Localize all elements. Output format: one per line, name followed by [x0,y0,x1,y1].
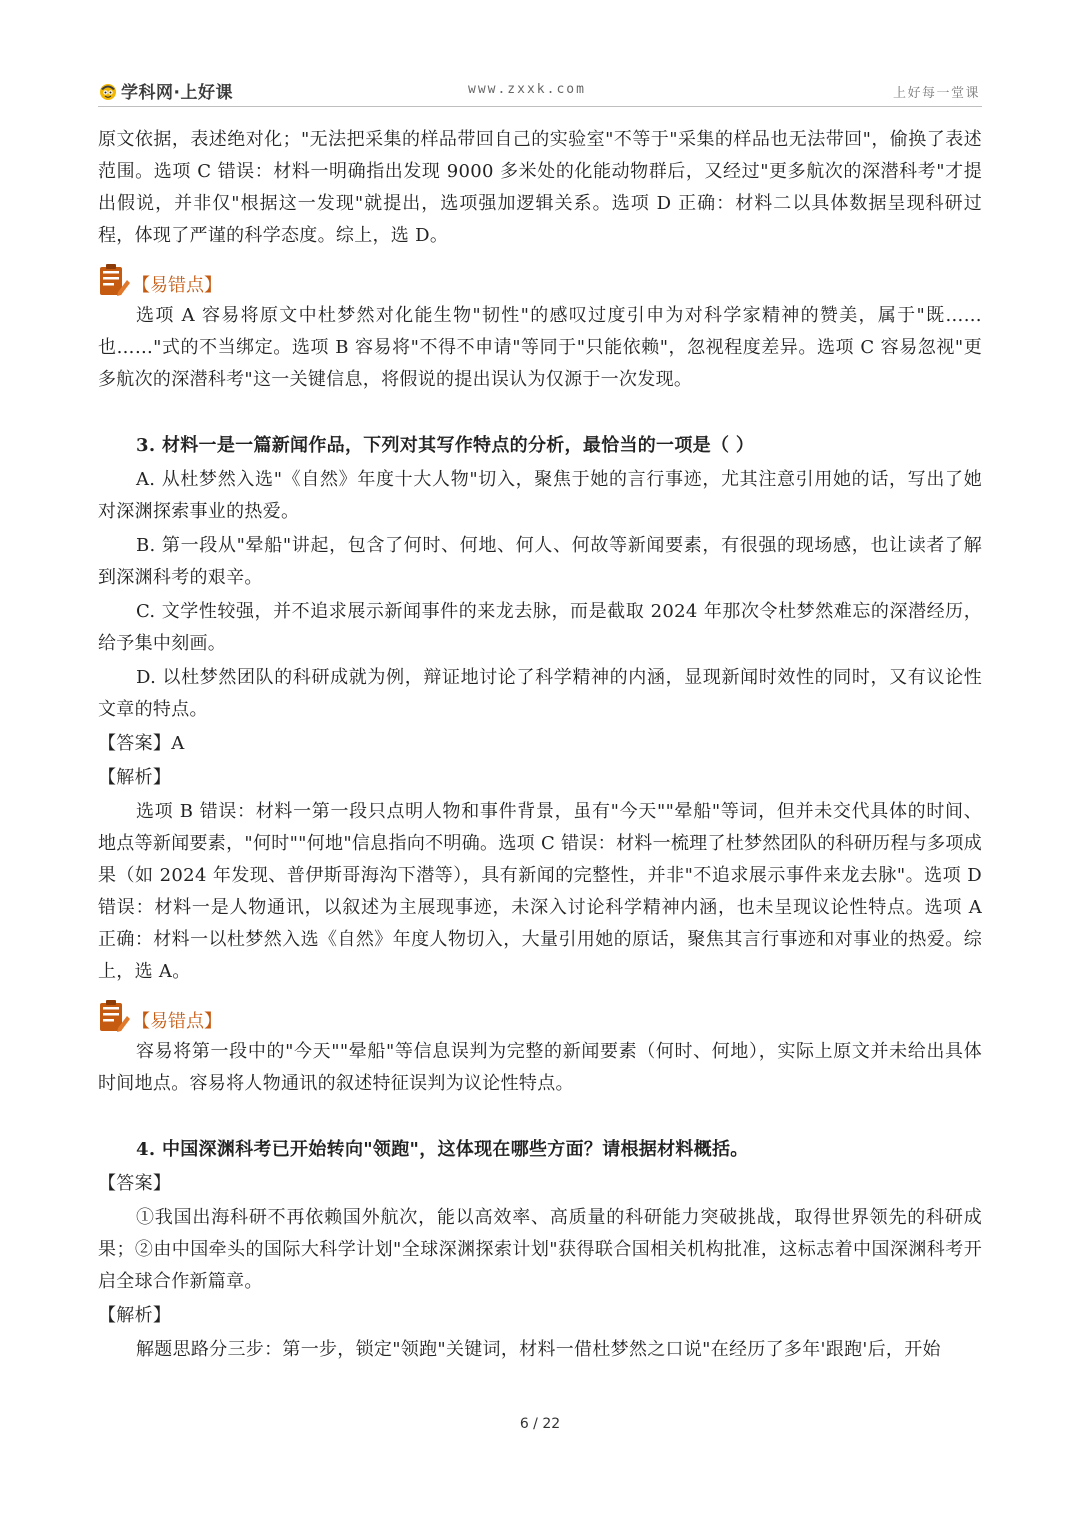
mistake-text: 选项 A 容易将原文中杜梦然对化能生物"韧性"的感叹过度引申为对科学家精神的赞美，属于"既……也……"式的不当绑定。选项 B 容易将"不得不申请"等同于"只能依赖"，忽视程度差异。选项 C 容易忽视"更多航次的深潜科考"这一关键信息，将假说的提出误认为仅源于一次发现。 [98,305,982,390]
mistake-label: 【易错点】 [132,275,222,296]
question-3-option-c: C. 文学性较强，并不追求展示新闻事件的来龙去脉，而是截取 2024 年那次令杜梦然难忘的深潜经历，给予集中刻画。 [98,601,982,654]
page-number: 6 / 22 [519,1416,561,1432]
question-3-title: 3. 材料一是一篇新闻作品，下列对其写作特点的分析，最恰当的一项是（ ） [136,435,755,456]
site-logo [98,78,233,103]
mistake-heading [98,994,982,1034]
mistake-label: 【易错点】 [132,1011,222,1032]
site-url[interactable]: www.zxxk.com [468,82,586,97]
question-3-answer: 【答案】A [98,733,185,754]
mascot-logo-icon [98,81,118,101]
question-3-option-b: B. 第一段从"晕船"讲起，包含了何时、何地、何人、何故等新闻要素，有很强的现场感，也让读者了解到深渊科考的艰辛。 [98,535,982,588]
page-header [98,76,982,107]
question-3-analysis: 选项 B 错误：材料一第一段只点明人物和事件背景，虽有"今天""晕船"等词，但并未交代具体的时间、地点等新闻要素，"何时""何地"信息指向不明确。选项 C 错误：材料一梳理了杜梦然团队的科研历程与多项成果（如 2024 年发现、普伊斯哥海沟下潜等），具有新闻的完整性，并非"不追求展示事件来龙去脉"。选项 D 错误：材料一是人物通讯，以叙述为主展现事迹，未深入讨论科学精神内涵，也未呈现议论性特点。选项 A 正确：材料一以杜梦然入选《自然》年度人物切入，大量引用她的原话，聚焦其言行事迹和对事业的热爱。综上，选 A。 [98,801,982,982]
analysis-continuation: 原文依据，表述绝对化；"无法把采集的样品带回自己的实验室"不等于"采集的样品也无法带回"，偷换了表述范围。选项 C 错误：材料一明确指出发现 9000 多米处的化能动物群后，又经过"更多航次的深潜科考"才提出假说，并非仅"根据这一发现"就提出，选项强加逻辑关系。选项 D 正确：材料二以具体数据呈现科研过程，体现了严谨的科学态度。综上，选 D。 [98,129,982,246]
question-4-analysis: 解题思路分三步：第一步，锁定"领跑"关键词，材料一借杜梦然之口说"在经历了多年'跟跑'后，开始 [136,1339,941,1360]
question-4-answer: ①我国出海科研不再依赖国外航次，能以高效率、高质量的科研能力突破挑战，取得世界领先的科研成果；②由中国牵头的国际大科学计划"全球深渊探索计划"获得联合国相关机构批准，这标志着中国深渊科考开启全球合作新篇章。 [98,1207,982,1292]
question-3-mistake-text: 容易将第一段中的"今天""晕船"等信息误判为完整的新闻要素（何时、何地），实际上原文并未给出具体时间地点。容易将人物通讯的叙述特征误判为议论性特点。 [98,1041,982,1094]
question-4-title: 4. 中国深渊科考已开始转向"领跑"，这体现在哪些方面？请根据材料概括。 [136,1139,749,1160]
question-4-analysis-label: 【解析】 [98,1305,172,1326]
question-3-option-a: A. 从杜梦然入选"《自然》年度十大人物"切入，聚焦于她的言行事迹，尤其注意引用她的话，写出了她对深渊探索事业的热爱。 [98,469,982,522]
mistake-heading [98,258,982,298]
logo-text: 学科网·上好课 [121,83,233,103]
header-slogan: 上好每一堂课 [892,86,980,101]
notepad-pencil-icon [98,998,130,1034]
page-content [98,124,982,1366]
question-4-answer-label: 【答案】 [98,1173,172,1194]
notepad-pencil-icon [98,262,130,298]
question-3-analysis-label: 【解析】 [98,767,172,788]
question-3-option-d: D. 以杜梦然团队的科研成就为例，辩证地讨论了科学精神的内涵，显现新闻时效性的同时，又有议论性文章的特点。 [98,667,982,720]
